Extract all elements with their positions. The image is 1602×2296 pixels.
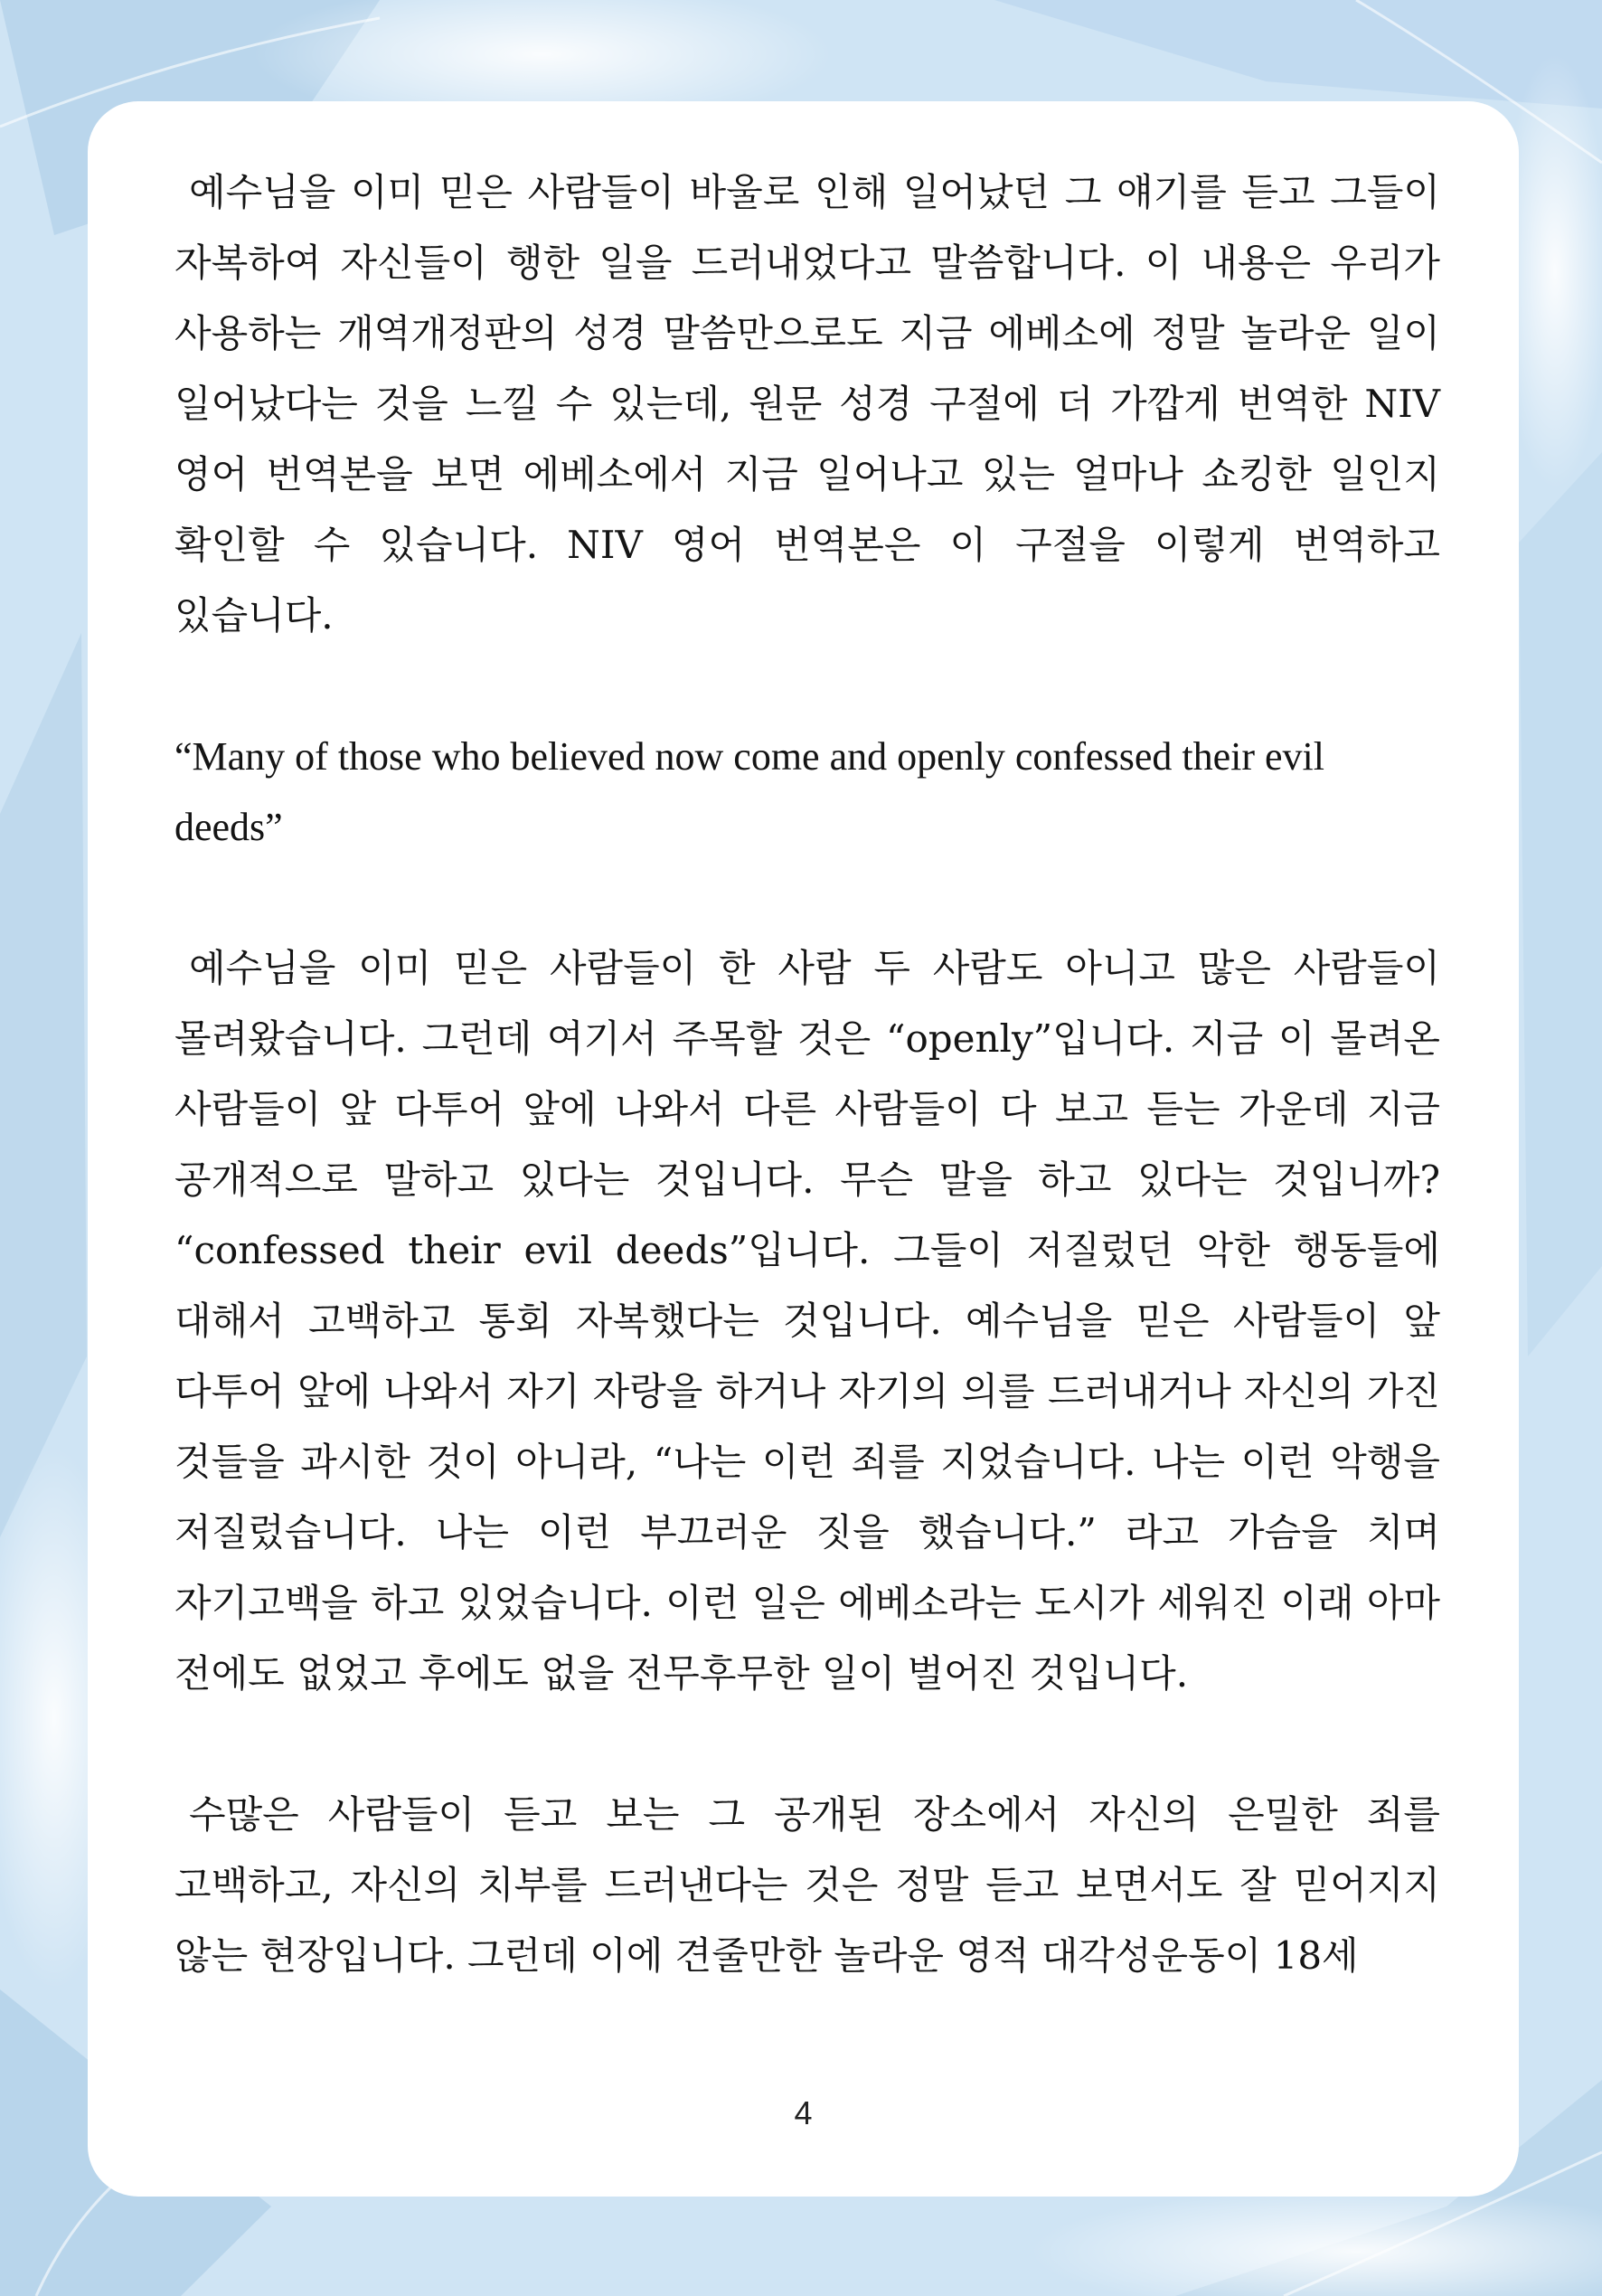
page-card xyxy=(88,101,1519,2197)
paragraph-2: 예수님을 이미 믿은 사람들이 한 사람 두 사람도 아니고 많은 사람들이 몰려왔습니다. 그런데 여기서 주목할 것은 “openly”입니다. 지금 이 몰려온 사람들이 앞 다투어 앞에 나와서 다른 사람들이 다 보고 듣는 가운데 지금 공개적으로 말하고 있다는 것입니다. 무슨 말을 하고 있다는 것입니까? “confessed their evil deeds”입니다. 그들이 저질렀던 악한 행동들에 대해서 고백하고 통회 자복했다는 것입니다. 예수님을 믿은 사람들이 앞 다투어 앞에 나와서 자기 자랑을 하거나 자기의 의를 드러내거나 자신의 가진 것들을 과시한 것이 아니라, “나는 이런 죄를 지었습니다. 나는 이런 악행을 저질렀습니다. 나는 이런 부끄러운 짓을 했습니다.” 라고 가슴을 치며 자기고백을 하고 있었습니다. 이런 일은 에베소라는 도시가 세워진 이래 아마 전에도 없었고 후에도 없을 전무후무한 일이 벌어진 것입니다. xyxy=(174,946,1440,1696)
paragraph-spacer xyxy=(174,1709,1440,1780)
paragraph-3: 수많은 사람들이 듣고 보는 그 공개된 장소에서 자신의 은밀한 죄를 고백하고, 자신의 치부를 드러낸다는 것은 정말 듣고 보면서도 잘 믿어지지 않는 현장입니다. 그런데 이에 견줄만한 놀라운 영적 대각성운동이 18세 xyxy=(174,1792,1440,1978)
page-number: 4 xyxy=(794,2094,813,2131)
paragraph-spacer xyxy=(174,651,1440,722)
document-body xyxy=(174,157,1440,1991)
paragraph-spacer xyxy=(174,863,1440,933)
paragraph-1: 예수님을 이미 믿은 사람들이 바울로 인해 일어났던 그 얘기를 듣고 그들이 자복하여 자신들이 행한 일을 드러내었다고 말씀합니다. 이 내용은 우리가 사용하는 개역개정판의 성경 말씀만으로도 지금 에베소에 정말 놀라운 일이 일어났다는 것을 느낄 수 있는데, 원문 성경 구절에 더 가깝게 번역한 NIV 영어 번역본을 보면 에베소에서 지금 일어나고 있는 얼마나 쇼킹한 일인지 확인할 수 있습니다. NIV 영어 번역본은 이 구절을 이렇게 번역하고 있습니다. xyxy=(174,170,1440,638)
niv-quote: “Many of those who believed now come and openly confessed their evil deeds” xyxy=(174,734,1324,849)
